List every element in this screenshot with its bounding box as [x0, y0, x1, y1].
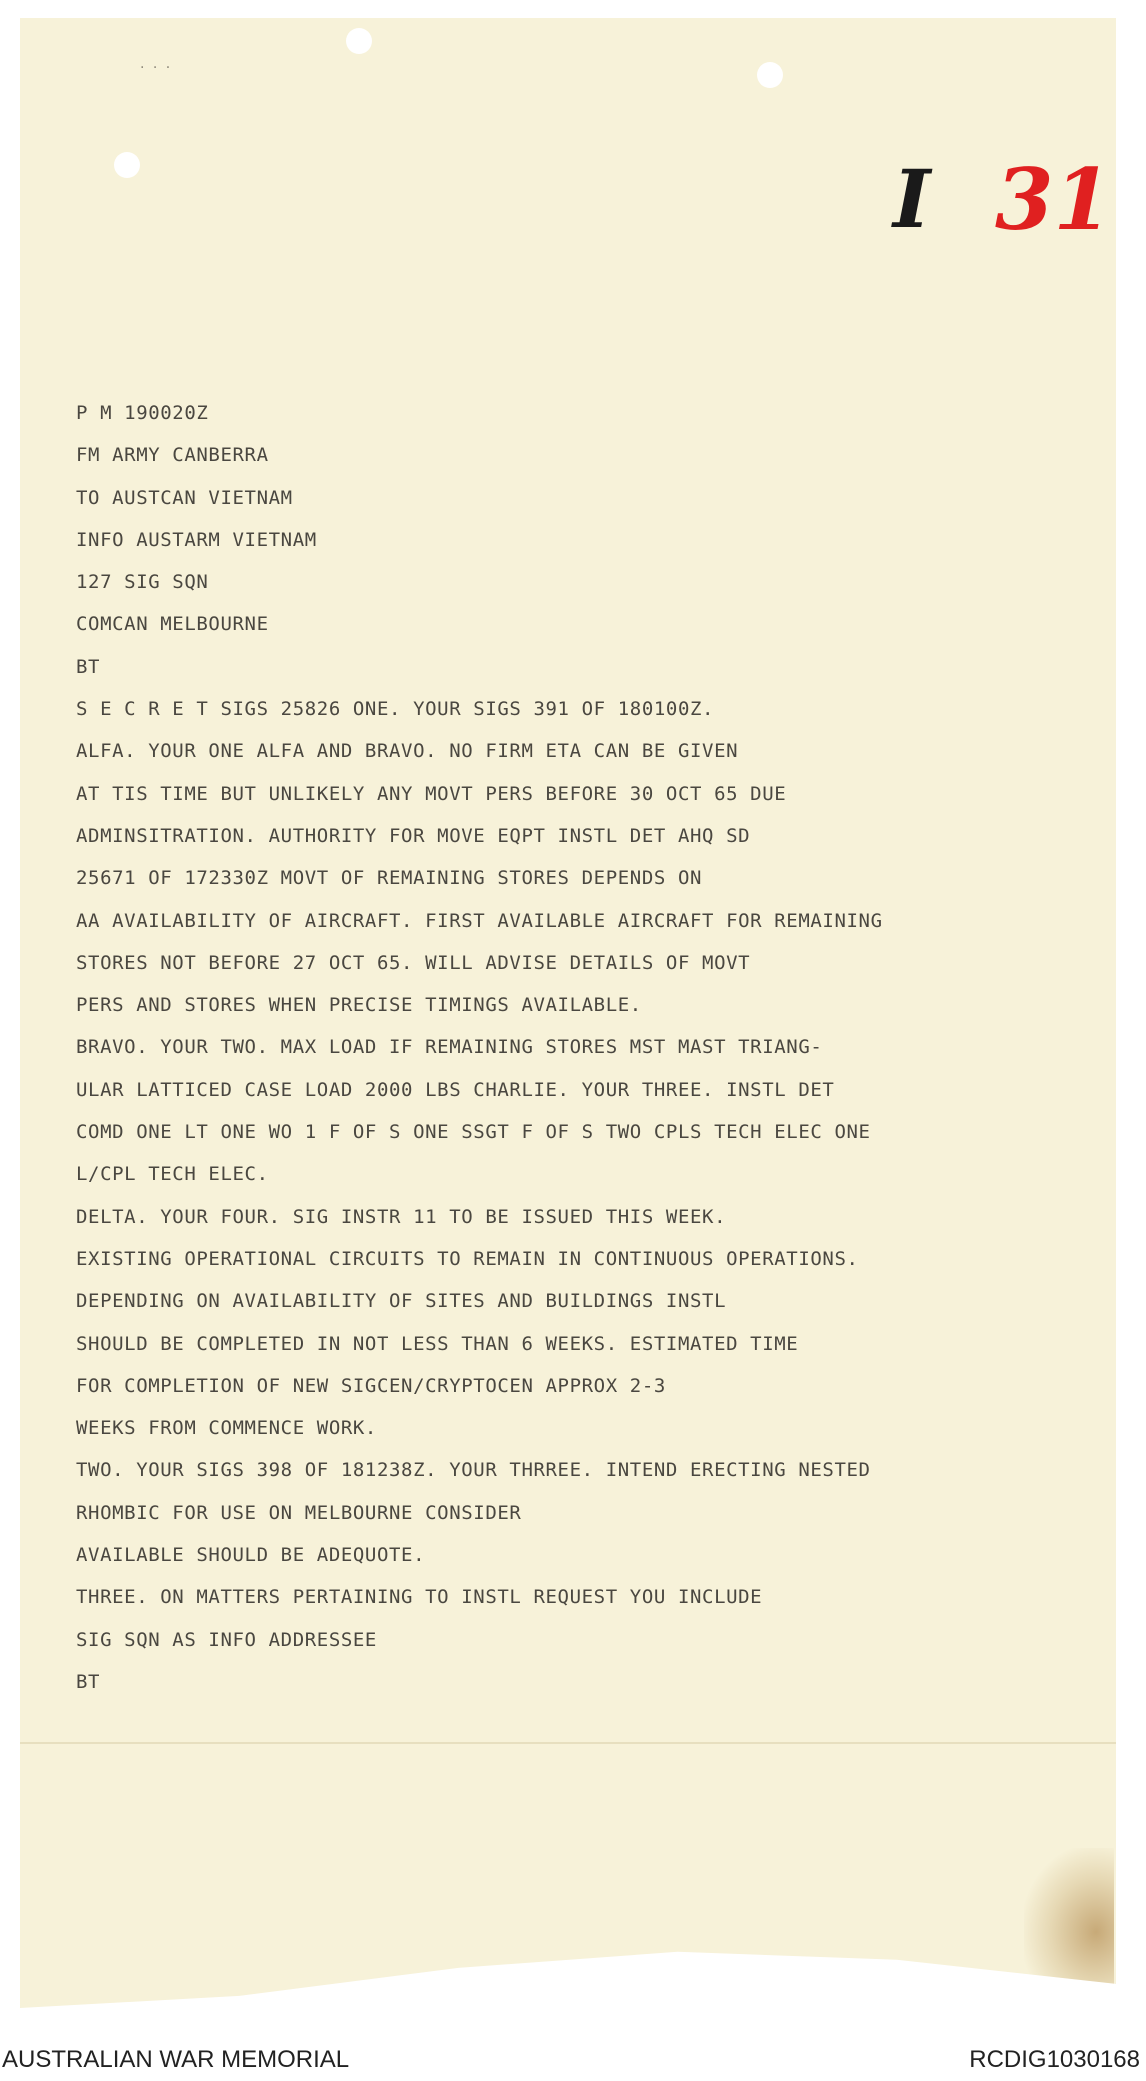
punch-hole-top-right	[757, 62, 783, 88]
message-line: RHOMBIC FOR USE ON MELBOURNE CONSIDER	[76, 1501, 522, 1524]
message-line: BT	[76, 655, 101, 678]
message-line: DEPENDING ON AVAILABILITY OF SITES AND BUILDINGS INSTL	[76, 1290, 727, 1313]
message-line: 25671 OF 172330Z MOVT OF REMAINING STORES DEPENDS ON	[76, 867, 703, 890]
paper-specks: · ⋅ ·	[140, 60, 173, 76]
message-line: 127 SIG SQN	[76, 571, 209, 594]
message-line: WEEKS FROM COMMENCE WORK.	[76, 1417, 377, 1440]
paper-fold-line	[20, 1742, 1116, 1744]
handwritten-mark-red: 31	[995, 150, 1112, 249]
punch-hole-top-left	[346, 28, 372, 54]
message-line: S E C R E T SIGS 25826 ONE. YOUR SIGS 391 OF 180100Z.	[76, 698, 715, 721]
message-line: ALFA. YOUR ONE ALFA AND BRAVO. NO FIRM ETA CAN BE GIVEN	[76, 740, 739, 763]
message-line: AT TIS TIME BUT UNLIKELY ANY MOVT PERS BEFORE 30 OCT 65 DUE	[76, 782, 787, 805]
message-line: INFO AUSTARM VIETNAM	[76, 528, 317, 551]
footer-record-id: RCDIG1030168	[969, 2046, 1140, 2073]
message-line: PERS AND STORES WHEN PRECISE TIMINGS AVAILABLE.	[76, 994, 642, 1017]
message-line: SHOULD BE COMPLETED IN NOT LESS THAN 6 WEEKS. ESTIMATED TIME	[76, 1332, 799, 1355]
message-line: SIG SQN AS INFO ADDRESSEE	[76, 1628, 377, 1651]
message-line: EXISTING OPERATIONAL CIRCUITS TO REMAIN IN CONTINUOUS OPERATIONS.	[76, 1247, 859, 1270]
message-line: AA AVAILABILITY OF AIRCRAFT. FIRST AVAILABLE AIRCRAFT FOR REMAINING	[76, 909, 883, 932]
message-line: BT	[76, 1670, 101, 1693]
message-line: STORES NOT BEFORE 27 OCT 65. WILL ADVISE DETAILS OF MOVT	[76, 951, 751, 974]
message-line: P M 190020Z	[76, 402, 209, 424]
paper-stain	[1024, 1848, 1114, 1988]
telegram-message-body	[76, 392, 883, 1703]
message-line: FOR COMPLETION OF NEW SIGCEN/CRYPTOCEN APPROX 2-3	[76, 1374, 666, 1397]
message-line: L/CPL TECH ELEC.	[76, 1163, 269, 1186]
message-line: TO AUSTCAN VIETNAM	[76, 486, 293, 509]
message-line: FM ARMY CANBERRA	[76, 444, 269, 467]
handwritten-mark-black: I	[893, 152, 931, 246]
message-line: ULAR LATTICED CASE LOAD 2000 LBS CHARLIE. YOUR THREE. INSTL DET	[76, 1078, 835, 1101]
message-line: THREE. ON MATTERS PERTAINING TO INSTL REQUEST YOU INCLUDE	[76, 1586, 763, 1609]
message-line: ADMINSITRATION. AUTHORITY FOR MOVE EQPT INSTL DET AHQ SD	[76, 824, 751, 847]
message-line: COMD ONE LT ONE WO 1 F OF S ONE SSGT F OF S TWO CPLS TECH ELEC ONE	[76, 1121, 871, 1144]
footer-institution: AUSTRALIAN WAR MEMORIAL	[2, 2046, 350, 2073]
message-line: TWO. YOUR SIGS 398 OF 181238Z. YOUR THRREE. INTEND ERECTING NESTED	[76, 1459, 871, 1482]
message-line: COMCAN MELBOURNE	[76, 613, 269, 636]
message-line: AVAILABLE SHOULD BE ADEQUOTE.	[76, 1544, 426, 1567]
punch-hole-left	[114, 152, 140, 178]
message-line: BRAVO. YOUR TWO. MAX LOAD IF REMAINING STORES MST MAST TRIANG-	[76, 1036, 823, 1059]
message-line: DELTA. YOUR FOUR. SIG INSTR 11 TO BE ISSUED THIS WEEK.	[76, 1205, 727, 1228]
